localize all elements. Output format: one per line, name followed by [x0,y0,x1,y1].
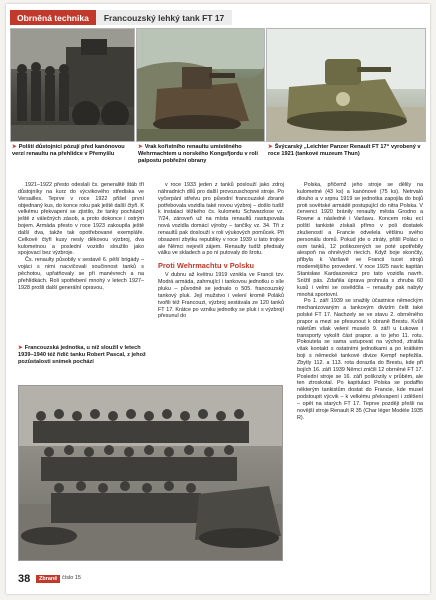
caption-photo-2: ➤ Vrak kořistního renaultu umístěného Wehrmachtem u norského Kongsfjordu v roli palpostu pobřežní obrany [138,144,258,164]
caption-photo-1: ➤ Polští důstojníci pózují před kanónovou verzí renaultu na přehlídce v Přemyšlu [12,144,125,157]
article-title: Francouzský lehký tank FT 17 [96,10,232,25]
photo-swiss-museum-tank [266,28,426,142]
paragraph: Po 1. září 1939 se snažily účastnice německým mechanizovaným a tankovým divizím čelit také polské FT 17. Nachzely se ve stavu 2. obrněného prapor a mezi se přesunout k obraně Brestu. Kvůli náletům však velení muselo 9. září u Łukowe i transporty vykolít část prapor. a to jeho 11. rotu. Pokoutela se sama ustupovat na východ, ztratila však kontakt s ostatními jednotkami a po krátkém boji s německé tankové divize Kempf nepřežila. Zbytly 112. a 113. rota dorazila do Brestu, kde při bojích 16. září 1939 Němci zničili 12 obrněné FT 17. Poslední stroje se 16. září poškozily v průběm, ale ten ztroskotal. Po kapitulaci Polska se podaffio některým tankistům dostat do Francie, kde musel podstoupit výcvik – k velkému překvapení i zděšení – opět na starých FT 17. Teprve později přešli na novější stroje Renault R 35 (Char léger Modèle 1935 R). [297,298,423,421]
issue-number: číslo 15 [62,575,81,581]
photo-tank-wreck-norway [136,28,265,142]
paragraph: Čs. renaulty působily v sestavě 6. pěší brigády – vojáci s nimi nacvičovali součinnost tanků s pěchotou, upřatňovaly se při manévrech a na přehlídkách. Roli spotřebení mnohý v letech 1927–1928 prošli další generální opravou, [18,257,144,291]
photo-polish-officers [10,28,135,142]
caption-photo-4: ➤ Francouzská jednotka, u níž sloužil v letech 1939–1940 též řidič tanku Robert Pascal, z jehož pozůstalosti snímek pochází [18,345,146,365]
caption-photo-3: ➤ Švýcarský „Leichter Panzer Renault FT 17“ vyrobený v roce 1921 (tankové muzeum Thun) [268,144,421,157]
magazine-page [6,4,430,594]
text-column-1 [18,182,144,292]
caption-arrow-icon: ➤ [18,345,23,351]
magazine-logo: Zbraně [36,575,60,583]
caption-arrow-icon: ➤ [12,144,17,150]
paragraph: 1921–1922 přesto odeslali čs. generalitě štáb tří důstojníky na kurz do výcvikového střediska ve Versailles. Teprve v roce 1922 přišel první objednaný kus, do konce roku pak ještě další čtyři. K velkému překvapení se zjistilo, že tanky pocházejí ještě z válečných zásob, a proto dokonce i ostrým bojem. Armáda přesto v roce 1923 zakoupila ještě další dva, takže tak opotřebované exempláře. Celkově čtyři kusy nesly děkovou výzbroj, dva kulometnou a poslední vozidlo sloužilo jako spojovací bez výzbroje. [18,182,144,257]
photo-french-unit-group [18,385,283,561]
paragraph: v roce 1933 jeden z tanků poslouží jako zdroj náhradních dílů pro další provozuschopné stroje. Po vyčerpání střelvu pro původní francouzské zbraně potřebovala vozidla také novou výzbroj – došlo tudíž k instalaci těžkého čs. kulometu Schwarzlose vz. 7/24, zároveň už na místa renaultů nastupovala nová vozidla domácí výroby – tančíky vz. 34. Tři z renaultů pak doslouží v roli výukových pomůcek. Při obsazení zbytku republiky v roce 1939 u tato trojice ale Němci nejevili zájem. Renaulty tudíž předsaly válku ve skladech a po ní putovaly do šrotu. [158,182,284,257]
page-number: 38 [18,573,31,585]
section-subheading: Proti Wehrmachtu v Polsku [158,261,254,271]
paragraph: V dubnu až květnu 1919 vznikla ve Francii tzv. Modrá armáda, zahrnující i tankovou jednotku o síle pluku – původně se jednalo o 505. francouzský tankový pluk. Její mužstvo i velení kromě Poláků tvořili též Francouzi, výzbroj sestávala ze 120 tanků FT 17. Krátce po vzniku jednotky se pluk i s výzbrojí přesunul do [158,272,284,320]
page-header [10,10,232,25]
caption-arrow-icon: ➤ [138,144,143,150]
text-column-3 [297,182,423,422]
caption-arrow-icon: ➤ [268,144,273,150]
section-label: Obrněná technika [10,10,96,25]
paragraph: Polska, přičemž jeho stroje se dělily na kulometné (43 ks) a kanónové (75 ks). Netrvalo dlouho a v srpnu 1919 se jednotka zapojila do bojů proti sovětské armádě postupující do nitra Polska. V červenci 1920 bránily renaulty města Grodno a Rowne a následně i Varšavu. Koncem roku ecí polští tankisté získali přímo v poli dostatek zkušeností a Francie odvelela většinu svého personálu domů. Pokud jde o ztráty, přišli Poláci o osm tanků, 12 poškozených se poté upotřebily alespoň na ohněvých riecích. Když boje skončily, přibyla k Varšavě ve Francii tucet strojů modernějšího provedení. V roce 1925 navíc kapitán Stanisław Kardaszewicz pro tato vozidla navrh. Snížil pás. Zdaňila úprava prohnula s zhruba 60 kusů i velmi se osvědčila – renaulty pak nabyly mnohá sportovní. [297,182,423,298]
text-column-2 [158,182,284,320]
